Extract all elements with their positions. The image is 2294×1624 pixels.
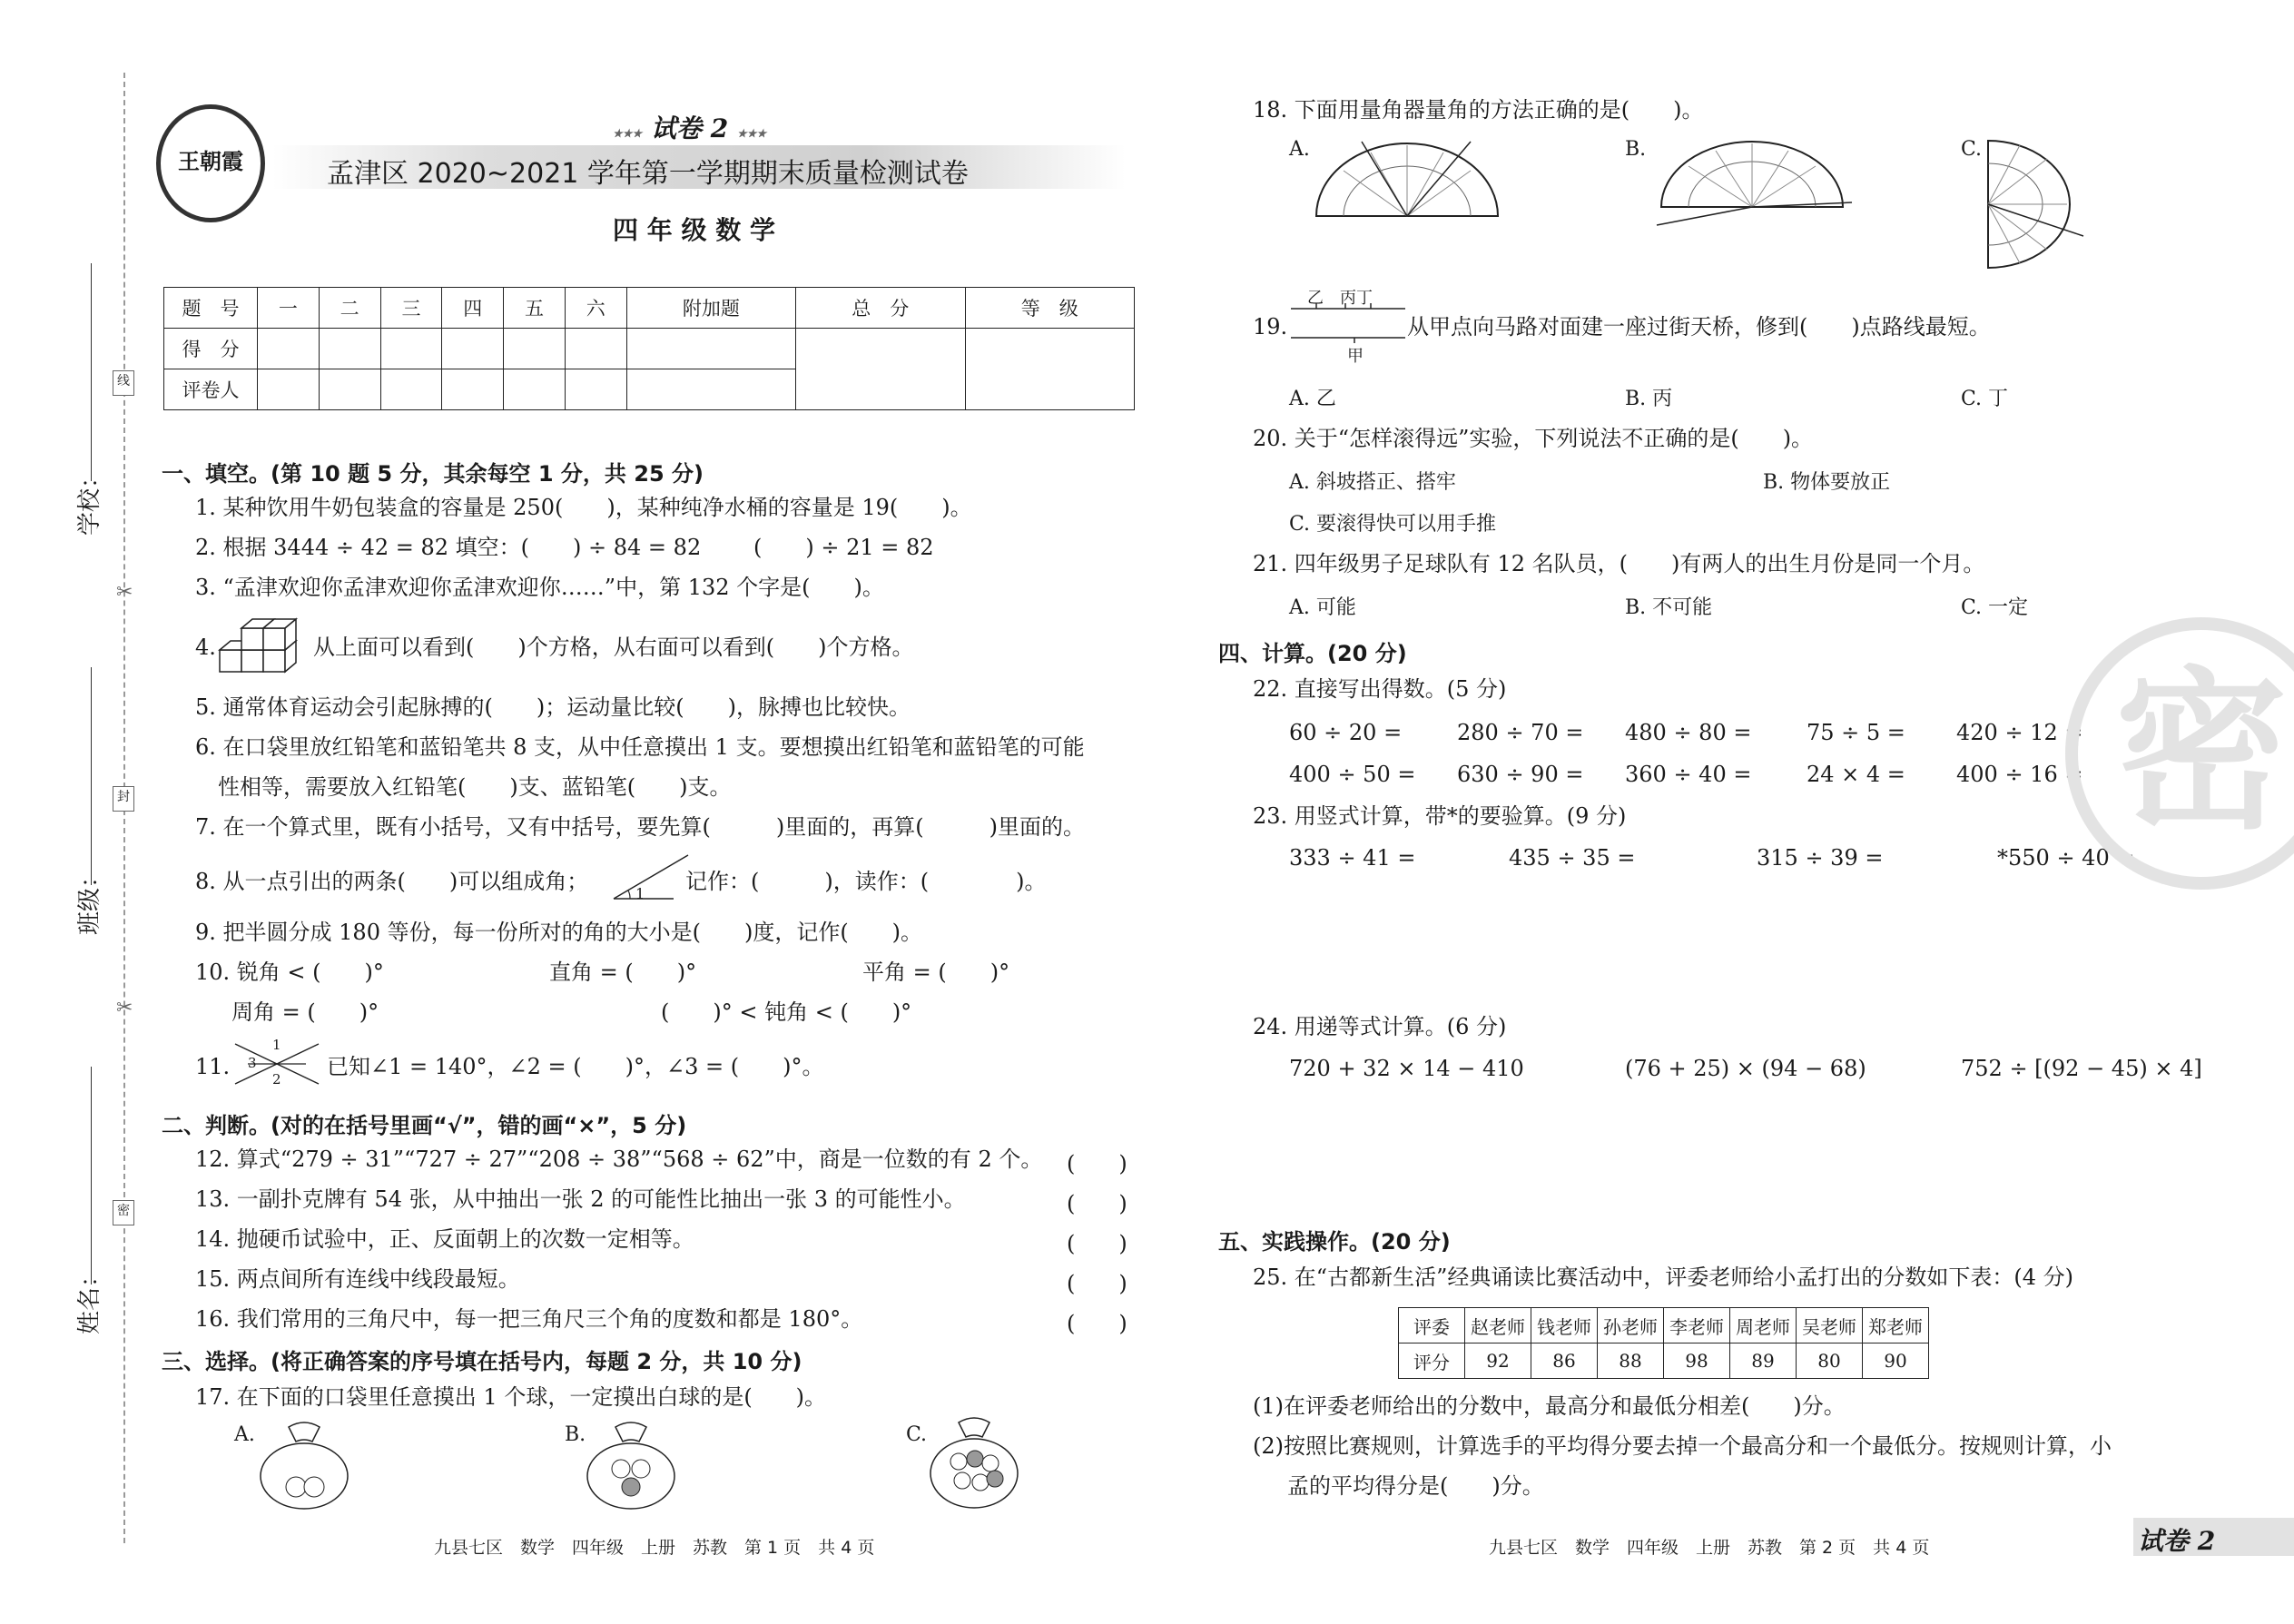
question-25-part-2a: (2)按照比赛规则，计算选手的平均得分要去掉一个最高分和一个最低分。按规则计算，小 [1253,1433,2112,1459]
question-16: 16. 我们常用的三角尺中，每一把三角尺三个角的度数和都是 180°。 [195,1306,863,1332]
class-label: 班级： [76,863,103,935]
footer-right: 九县七区 数学 四年级 上册 苏教 第 2 页 共 4 页 [1489,1538,1930,1558]
calc-item: 400 ÷ 50 = [1289,762,1416,787]
grade-cell[interactable] [965,329,1135,410]
watermark-seal [2065,617,2294,890]
grader-cell[interactable] [319,369,380,410]
answer-paren[interactable]: ( ) [1067,1151,1127,1176]
question-10b: 直角 = ( )° [549,960,697,985]
calc-item: *550 ÷ 40 = [1997,845,2135,871]
question-6a: 6. 在口袋里放红铅笔和蓝铅笔共 8 支，从中任意摸出 1 支。要想摸出红铅笔和蓝铅笔的可能 [195,734,1085,760]
question-11: 已知∠1 = 140°，∠2 = ( )°，∠3 = ( )°。 [327,1054,824,1079]
question-19-num: 19. [1253,314,1288,340]
calc-item: 24 × 4 = [1807,762,1905,787]
question-25-part-1: (1)在评委老师给出的分数中，最高分和最低分相差( )分。 [1253,1393,1846,1419]
question-11-num: 11. [195,1054,231,1079]
question-23: 23. 用竖式计算，带*的要验算。(9 分) [1253,803,1627,829]
judges-table [1398,1307,1929,1379]
option-b-label: B. [1625,138,1647,161]
grader-cell[interactable] [565,369,626,410]
grader-cell[interactable] [504,369,566,410]
grade-head: 等 级 [965,288,1135,329]
calc-item: 60 ÷ 20 = [1289,720,1403,745]
protractor-c-figure[interactable] [1984,136,2092,272]
calc-item: 435 ÷ 35 = [1509,845,1636,871]
calc-item: 400 ÷ 16 = [1956,762,2083,787]
grader-cell[interactable] [258,369,320,410]
class-underline [91,667,92,885]
angle-2-label: 2 [272,1071,281,1088]
option-a-label: A. [234,1423,255,1446]
score-cell[interactable] [504,329,566,369]
scissor-icon: ✂ [116,997,133,1019]
grader-cell[interactable] [442,369,504,410]
score-cell[interactable] [380,329,442,369]
question-10e: ( )° < 钝角 < ( )° [661,999,912,1025]
answer-paren[interactable]: ( ) [1067,1231,1127,1256]
col-head: 四 [442,288,504,329]
option-c-label: C. [906,1423,928,1446]
protractor-b-figure[interactable] [1648,134,1856,234]
question-5: 5. 通常体育运动会引起脉搏的( )；运动量比较( )，脉搏也比较快。 [195,694,911,720]
score-value: 88 [1598,1343,1664,1379]
score-cell[interactable] [565,329,626,369]
calc-item: (76 + 25) × (94 − 68) [1625,1056,1866,1081]
option-19b[interactable]: B. 丙 [1625,388,1673,410]
watermark-text: 密 [2114,652,2288,852]
calc-item: 333 ÷ 41 = [1289,845,1416,871]
question-22: 22. 直接写出得数。(5 分) [1253,676,1507,702]
question-21: 21. 四年级男子足球队有 12 名队员，( )有两人的出生月份是同一个月。 [1253,551,1985,576]
question-8b: 记作：( )，读作：( )。 [685,869,1047,894]
score-value: 86 [1531,1343,1598,1379]
point-jia-label: 甲 [1347,347,1364,366]
question-12: 12. 算式“279 ÷ 31”“727 ÷ 27”“208 ÷ 38”“568 ÷ 62”中，商是一位数的有 2 个。 [195,1147,1043,1172]
name-underline [91,1067,92,1284]
question-17: 17. 在下面的口袋里任意摸出 1 个球，一定摸出白球的是( )。 [195,1384,827,1410]
calc-item: 360 ÷ 40 = [1625,762,1752,787]
answer-paren[interactable]: ( ) [1067,1191,1127,1216]
question-20: 20. 关于“怎样滚得远”实验，下列说法不正确的是( )。 [1253,426,1814,451]
option-b-label: B. [565,1423,586,1446]
section-1-heading: 一、填空。(第 10 题 5 分，其余每空 1 分，共 25 分) [162,461,704,487]
calc-item: 720 + 32 × 14 − 410 [1289,1056,1524,1081]
option-21b[interactable]: B. 不可能 [1625,596,1713,619]
col-head: 一 [258,288,320,329]
angle-figure [610,851,692,904]
question-14: 14. 抛硬币试验中，正、反面朝上的次数一定相等。 [195,1226,694,1252]
option-c-label: C. [1961,138,1983,161]
school-label: 学校： [76,464,103,536]
logo [156,104,265,222]
table-head: 钱老师 [1531,1308,1598,1343]
row-head: 得 分 [164,329,258,369]
bag-c-figure[interactable] [924,1412,1024,1511]
question-4-num: 4. [195,635,216,660]
option-20b[interactable]: B. 物体要放正 [1763,471,1891,494]
score-table [163,287,1135,410]
score-value: 80 [1797,1343,1863,1379]
table-head: 评委 [1399,1308,1465,1343]
row-head: 题 号 [164,288,258,329]
school-underline [91,263,92,481]
table-head: 李老师 [1664,1308,1730,1343]
bag-a-figure[interactable] [254,1416,354,1511]
star-icon: ★★★ [737,127,767,140]
question-9: 9. 把半圆分成 180 等份，每一份所对的角的大小是( )度，记作( )。 [195,920,923,945]
protractor-a-figure[interactable] [1307,134,1507,225]
row-label: 评分 [1399,1343,1465,1379]
angle-1-label: 1 [272,1037,281,1053]
question-13: 13. 一副扑克牌有 54 张，从中抽出一张 2 的可能性比抽出一张 3 的可能性小。 [195,1186,966,1212]
question-6b: 性相等，需要放入红铅笔( )支、蓝铅笔( )支。 [218,774,732,800]
total-cell[interactable] [796,329,965,410]
question-24: 24. 用递等式计算。(6 分) [1253,1014,1507,1039]
score-cell[interactable] [258,329,320,369]
calc-item: 75 ÷ 5 = [1807,720,1905,745]
question-7: 7. 在一个算式里，既有小括号，又有中括号，要先算( )里面的，再算( )里面的。 [195,814,1085,840]
question-2a: 2. 根据 3444 ÷ 42 = 82 填空：( ) ÷ 84 = 82 [195,535,702,560]
option-21a[interactable]: A. 可能 [1289,596,1356,619]
mark-line: 线 [113,370,134,396]
angle-3-label: 3 [248,1055,257,1071]
scissor-icon: ✂ [116,581,133,604]
total-head: 总 分 [796,288,965,329]
option-19a[interactable]: A. 乙 [1289,388,1336,410]
question-10c: 平角 = ( )° [862,960,1010,985]
question-10d: 周角 = ( )° [231,999,379,1025]
table-head: 孙老师 [1598,1308,1664,1343]
angle-label: 1 [635,885,645,902]
option-21c[interactable]: C. 一定 [1961,596,2029,619]
option-a-label: A. [1289,138,1310,161]
question-15: 15. 两点间所有连线中线段最短。 [195,1266,520,1292]
calc-item: 630 ÷ 90 = [1457,762,1584,787]
calc-item: 315 ÷ 39 = [1757,845,1884,871]
calc-item: 280 ÷ 70 = [1457,720,1584,745]
section-5-heading: 五、实践操作。(20 分) [1218,1229,1451,1255]
calc-item: 752 ÷ [(92 − 45) × 4] [1961,1056,2202,1081]
option-20c[interactable]: C. 要滚得快可以用手推 [1289,513,1497,536]
exam-subtitle: 四 年 级 数 学 [613,215,775,245]
grader-cell[interactable] [626,369,795,410]
section-4-heading: 四、计算。(20 分) [1218,641,1407,666]
question-4: 从上面可以看到( )个方格，从右面可以看到( )个方格。 [313,635,914,660]
table-head: 吴老师 [1797,1308,1863,1343]
score-cell[interactable] [319,329,380,369]
table-head: 赵老师 [1465,1308,1531,1343]
header-badge: ★★★ 试卷 2 ★★★ [613,113,767,143]
score-value: 89 [1730,1343,1797,1379]
score-value: 90 [1863,1343,1929,1379]
grader-cell[interactable] [380,369,442,410]
col-head: 二 [319,288,380,329]
bag-b-figure[interactable] [581,1416,681,1511]
section-2-heading: 二、判断。(对的在括号里画“√”，错的画“×”，5 分) [162,1113,687,1138]
score-cell[interactable] [442,329,504,369]
road-labels: 乙 丙丁 [1307,289,1373,308]
question-25-part-2b: 孟的平均得分是( )分。 [1287,1473,1544,1499]
question-25: 25. 在“古都新生活”经典诵读比赛活动中，评委老师给小孟打出的分数如下表：(4 分) [1253,1265,2073,1290]
calc-item: 420 ÷ 12 = [1956,720,2083,745]
footer-badge: 试卷 2 [2138,1526,2216,1556]
table-head: 周老师 [1730,1308,1797,1343]
col-head: 五 [504,288,566,329]
footer-left: 九县七区 数学 四年级 上册 苏教 第 1 页 共 4 页 [434,1538,875,1558]
cubes-figure [218,610,309,683]
logo-text: 王朝霞 [178,148,243,174]
question-8a: 8. 从一点引出的两条( )可以组成角； [195,869,589,894]
col-head: 附加题 [626,288,795,329]
question-18: 18. 下面用量角器量角的方法正确的是( )。 [1253,97,1704,123]
question-3: 3. “孟津欢迎你孟津欢迎你孟津欢迎你……”中，第 132 个字是( )。 [195,575,884,600]
section-3-heading: 三、选择。(将正确答案的序号填在括号内，每题 2 分，共 10 分) [162,1349,802,1374]
score-value: 98 [1664,1343,1730,1379]
question-2b: ( ) ÷ 21 = 82 [753,535,934,560]
score-value: 92 [1465,1343,1531,1379]
calc-item: 480 ÷ 80 = [1625,720,1752,745]
star-icon: ★★★ [613,127,643,140]
answer-paren[interactable]: ( ) [1067,1311,1127,1336]
name-label: 姓名： [76,1263,103,1334]
score-cell[interactable] [626,329,795,369]
question-10a: 10. 锐角 < ( )° [195,960,384,985]
table-head: 郑老师 [1863,1308,1929,1343]
exam-title: 孟津区 2020~2021 学年第一学期期末质量检测试卷 [327,158,969,190]
mark-seal: 封 [113,786,134,812]
answer-paren[interactable]: ( ) [1067,1271,1127,1296]
question-19: 从甲点向马路对面建一座过街天桥，修到( )点路线最短。 [1407,314,1991,340]
col-head: 六 [565,288,626,329]
mark-close: 密 [113,1200,134,1225]
option-19c[interactable]: C. 丁 [1961,388,2009,410]
row-head: 评卷人 [164,369,258,410]
col-head: 三 [380,288,442,329]
option-20a[interactable]: A. 斜坡搭正、搭牢 [1289,471,1456,494]
question-1: 1. 某种饮用牛奶包装盒的容量是 250( )，某种纯净水桶的容量是 19( )。 [195,495,972,520]
